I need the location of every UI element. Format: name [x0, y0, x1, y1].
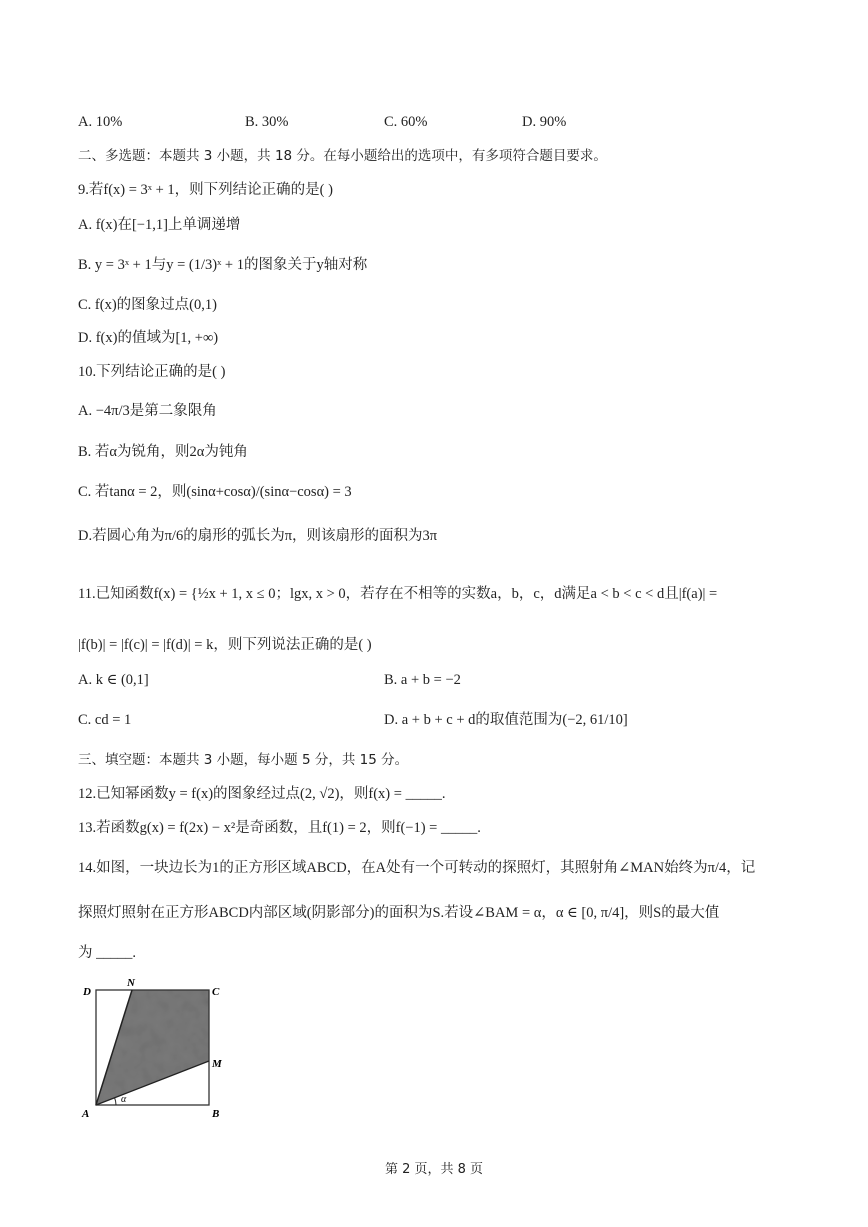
q9-option-a: A. f(x)在[−1,1]上单调递增: [78, 217, 241, 233]
label-b: B: [212, 1108, 220, 1120]
q11-stem-line2: |f(b)| = |f(c)| = |f(d)| = k，则下列说法正确的是( ): [78, 637, 372, 653]
q8-option-c: C. 60%: [384, 114, 428, 130]
square-abcd-figure: [76, 975, 226, 1125]
section-heading-multi-choice: 二、多选题：本题共 3 小题，共 18 分。在每小题给出的选项中，有多项符合题目要求。: [78, 148, 607, 164]
label-n: N: [127, 977, 135, 989]
q9-option-b: B. y = 3ˣ + 1与y = (1/3)ˣ + 1的图象关于y轴对称: [78, 257, 368, 273]
q9-stem: 9.若f(x) = 3ˣ + 1，则下列结论正确的是( ): [78, 182, 333, 198]
q11-option-d: D. a + b + c + d的取值范围为(−2, 61/10]: [384, 712, 628, 728]
q10-option-d: D.若圆心角为π/6的扇形的弧长为π，则该扇形的面积为3π: [78, 528, 438, 544]
q11-option-b: B. a + b = −2: [384, 672, 461, 688]
label-c: C: [212, 986, 220, 998]
label-m: M: [212, 1058, 222, 1070]
q14-line3: 为 _____.: [78, 945, 136, 961]
q13-text: 13.若函数g(x) = f(2x) − x²是奇函数，且f(1) = 2，则f(−1) = _____.: [78, 820, 481, 836]
q8-option-a: A. 10%: [78, 114, 123, 130]
q11-option-a: A. k ∈ (0,1]: [78, 672, 149, 688]
q11-stem-line1: 11.已知函数f(x) = {½x + 1, x ≤ 0；lgx, x > 0，若存在不相等的实数a，b，c，d满足a < b < c < d且|f(a)| =: [78, 586, 718, 602]
q8-option-b: B. 30%: [245, 114, 289, 130]
q9-option-d: D. f(x)的值域为[1, +∞): [78, 330, 219, 346]
q14-line1: 14.如图，一块边长为1的正方形区域ABCD，在A处有一个可转动的探照灯，其照射角∠MAN始终为π/4，记: [78, 860, 756, 876]
q11-option-c: C. cd = 1: [78, 712, 132, 728]
section-heading-fill-blank: 三、填空题：本题共 3 小题，每小题 5 分，共 15 分。: [78, 752, 409, 768]
angle-alpha-arc: [115, 1098, 116, 1105]
q14-line2: 探照灯照射在正方形ABCD内部区域(阴影部分)的面积为S.若设∠BAM = α，α ∈ [0, π/4]，则S的最大值: [78, 905, 720, 921]
label-d: D: [83, 986, 91, 998]
q10-stem: 10.下列结论正确的是( ): [78, 364, 226, 380]
q10-option-b: B. 若α为锐角，则2α为钝角: [78, 444, 248, 460]
q12-text: 12.已知幂函数y = f(x)的图象经过点(2, √2)，则f(x) = _____.: [78, 786, 446, 802]
page-footer: 第 2 页，共 8 页: [384, 1162, 484, 1177]
label-a: A: [82, 1108, 90, 1120]
q10-option-a: A. −4π/3是第二象限角: [78, 403, 217, 419]
label-alpha: α: [121, 1094, 127, 1105]
q9-option-c: C. f(x)的图象过点(0,1): [78, 297, 217, 313]
q8-option-d: D. 90%: [522, 114, 567, 130]
shaded-illuminated-region: [96, 990, 209, 1105]
q10-option-c: C. 若tanα = 2，则(sinα+cosα)/(sinα−cosα) = 3: [78, 484, 352, 500]
